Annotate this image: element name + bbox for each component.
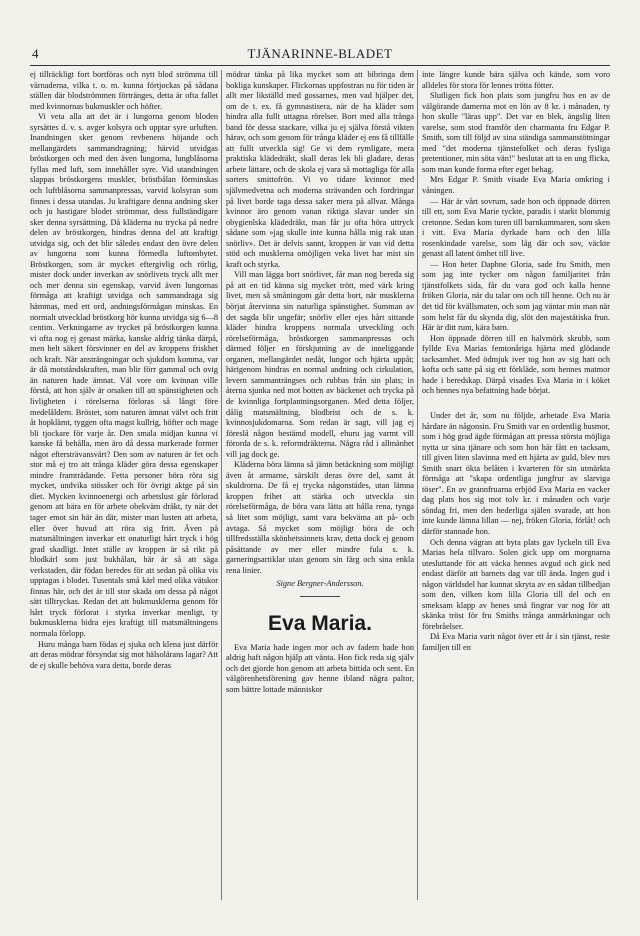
paragraph: Och denna vägran att byta plats gav lyckeln till Eva Marias hela tillvaro. Solen gick upp om morgnarna utesluttande för att väcka hennes avgud och gick ned endast därför att barnets dag var till ända. Ingen gud i någon världsdel har kunnat skryta av en sådan tillbedjan som den, vilken kom lilla Gloria till del och en smeksam klapp av henes små fingrar var nog för att skänka tröst för fru Smiths trånga anmärkningar och förebråelser. (422, 537, 610, 631)
paragraph: Kläderna böra lämna så jämn betäckning som möjligt även åt armarne, särskilt deras övre del, samt åt skuldrorna. De få ej trycka någonstädes, utan lämna kroppen frihet att stärka och utveckla sin rörelseförmåga, de böra vara lätta att hålla rena, tynga så litet som möjligt, samt vara bekväma att på- och avtaga. Så mycket som möjligt böra de och tillfredsställa skönhetssinnets krav, detta dock ej genom påsättande av mer eller mindre fula s. k. garneringsartiklar utan genom sin färg och sina enkla rena linier. (226, 460, 414, 575)
header-rule (30, 65, 610, 66)
paragraph: ej tillräckligt fort bortföras och nytt blod strömma till värnaderna, vilka t. o. m. kunna förtjockas på sådana ställen där blodströmmen förtränges, detta är ofta fallet med kvinnornas bukmuskler och höfter. (30, 70, 218, 111)
paragraph: mödrar tänka på lika mycket som att bibringa dem bokliga kunskaper. Flickornas uppfostran nu för tiden är allt mer likställd med gossarnes, men vad hjälper det, om de t. ex. få gymnastisera, när de ha kläder som hindra alla fullt uttagna rörelser. Bort med alla trånga band för dessa stackare, vilka ju ej själva förstå vikten härav, och som genom för trånga kläder ej ens få tillfälle att fullt utveckla sig! Ge vi dem rymligare, mera praktiska klädedräkt, skall deras lek bli gladare, deras arbete lättare, och de skola ej vara så mottagliga för alla sorters smittofrön. Vi vo tidare kvinnor med självmedvetna och moderna strävanden och fordringar på livet borde taga dessa saker mera på allvar. Många kvinnor äro genom vanan riktiga slavar under sin obygienlska klädedräkt, man får ju ofta höra uttryck sådane som »jag skulle inte kunna hålla mig rak utan snörliv». Det är delvis sannt, kroppen är van vid detta stöd och musklerna omöjligen veka livet har mist sin kraft och styrka. (226, 70, 414, 269)
column-1 (30, 70, 218, 900)
article-separator (300, 596, 340, 597)
paragraph: Hon öppnade dörren till en halvmörk skrubb, som fyllde Eva Marias femtonåriga hjärta med glödande tacksamhet. Med ödmjuk iver tog hon av sig hatt och kofta och satte på sig ett förkläde, som hennes matmor hade i beredskap. Därpå visades Eva Maria in i köket och hennes nya befattning hade börjat. (422, 333, 610, 396)
paragraph: inte längre kunde bära själva och kände, som voro alldeles för stora för lennes trötta fötter. (422, 70, 610, 90)
page-number: 4 (32, 46, 39, 61)
paragraph: Slutligen fick hon plats som jungfru hos en av de välgörande damerna mot en lön av 8 kr. i månaden, ty hon skulle "läras upp". Det var en blek, ängslig liten varelse, som stod framför den charmanta fru Edgar P. Smith, som till följd av sina ständiga sammanstötningar med "det moderna tjänstefolket och deras fysliga pretentioner, min söta vän!" beslutat att ta en ung flicka, som man kunde forma efter eget behag. (422, 91, 610, 174)
paragraph: Mrs Edgar P. Smith visade Eva Maria omkring i våningen. (422, 175, 610, 196)
section-gap (422, 397, 610, 411)
author-signature: Signe Bergner-Andersson. (276, 579, 364, 589)
column-divider (221, 70, 222, 900)
paragraph: Vill man lägga bort snörlivet, får man nog bereda sig på att en tid känna sig mycket trött, med värk kring livet, men så småningom går detta bort, när musklerna börjat återvinna sin naturliga spänstighet. Summan av det sagda blir ungefär; snörliv eller ejes hårt sittande kläder hindra kroppens normala utveckling och rörelseförmåga, bröstkorgen sammanpressas och därmed följer en förskjutning av de inneliggande organen, mellangärdet nedåt, lungor och hjärta uppåt; härigenom hindras en normal andning och cirkulation, levern sammanträngses och rubbas från sin plats; in återna sjunka ned mot botten av bäckenet och trycka på de kvinnliga fortplantningsorganen. Med detta följer, dålig matsmältning, blodbrist och de s. k. kvinnosjukdomarna. Som redan är sagt, vill jag ej föreslå någon bestämd modell, ehuru jag varmt vill förorda de s. k. reformdräkterna. Några råd i allmänhet vill jag dock ge. (226, 270, 414, 459)
column-divider (417, 70, 418, 900)
publication-title: TJÄNARINNE-BLADET (247, 46, 393, 61)
paragraph: — Hon heter Daphne Gloria, sade fru Smith, men som jag inte tycker om någon familjaritet från tjänstfolkets sida, får du vara god och kalla henne fröken Gloria, när du talar om och till henne. Och nu är det tid för kvällsmaten, och som jag väntar min man när som helst får du skynda dig, slöt den majestätiska frun. Här är ditt rum, kära barn. (422, 259, 610, 333)
paragraph: Då Eva Maria varit något över ett år i sin tjänst, reste familjen till en (422, 632, 610, 652)
column-2 (226, 70, 414, 900)
paragraph: Vi veta alla att det är i lungorna genom bloden syrsättes d. v. s. avger kolsyra och upptar syre urluften. Inandningen sker genom revbenens höjande och mellangärdets sammandragning; härvid utvidgas bröstkorgen och med den även lungorna, lungblåsorna fyllas med luft, som innehåller syre. Vid utandningen slappas bröstkorgens muskler, bröstbålan förminskas och luftblåsorna sammanpressas, varvid kolsyran som finnes i dessa utandas. Ju kraftigare denna andning sker och ju hastigare blodet strömmar, dess fullständigare sker denna syrsättning. Då kläderna nu trycka på nedre delen av bröstkorgen, hindras denna del att kraftigt utvidga sig, och det blir således endast den övre delen av lungorna som kunna förmedla luftombytet. Bröstkorgen, som är mycket eftergivlig och rörlig, mister dock under inverkan av snörlivets tryck allt mer och mer denna sin egenskap, varvid även lungornas förmåga att kraftigt utvidga och sammandraga sig hämmas, med ett ord, andningsförmågan minskas. En normalt utvecklad bröstkorg hör kunna utvidga sig 6—8 centim. Verkningarne av trycket på bröstkorgen kunna vi ofta nog ej genast märka, kanske aldrig tänka därpå, men helt säkert försvinner en del av kroppens friskhet och kraft. När ansträngningar och sjukdom komma, var är då motståndskraften, man blir förr gammal och ovig än naturen hade ämnat. Väl vore om kvinnan ville förstå, att hon själv är orsaken till att spänstigheten och livligheten i rörelserna förloras så långt före medelåldern. Bröstet, som naturen ämnat välvt och fritt åt hopklämt, tyggen ofta magst kullrig, höfter och mage bli tjockare för varje år. Den smala midjan kunna vi kanske få behålla, men äro då dessa markerade former något eftersträvansvärt? Den som av naturen är fet och stor må ej tro att trånga kläder göra dessa egenskaper mindre framträdande. Fetta personer böra röra sig mycket, undvika stössker och för övrigt aktge på sin diet. Mycken kvinnoenergi och arbetslust går förlorad genom att bära en för arbete obekväm dräkt, ty när det tager emot sin här än där, mister man lusten att arbeta, eller över huvud att röra sig fritt. Även på matsmältningen inverkar ett onaturligt hårt tryck i hög grad skadligt. Intet ställe av kroppen är så rikt på blodkärl som just bukhålan, här är så att säga verkstaden, där födan beredes för att sedan på olika vis upptagas i blodet. Tusentals små kärl med olika vätskor finnas här, och det är till stor skada om dessa på något sätt tilltryckas. Redan det att bukmusklerna genom för hårt tryck förlorat i styrka inverkar menligt, ty bukmusklerna bidra ejes kraftigt till matsmältningens normala förlopp. (30, 112, 218, 638)
paragraph: Under det år, som nu följde, arbetade Eva Maria hårdare än någonsin. Fru Smith var en ordentlig husmor, som i hög grad ägde förmågan att pressa största möjliga nytta ur sina tjänare och som hon här fått en tacksam, till given liten slavinna med ett hjärta av guld, blev mrs Smith snart ökta belåten i kvarteren för sin utmärkta förmåga att "skapa ordentliga jungfrur av slarviga töser". En av grannfruarna erbjöd Eva Maria en vacker dag plats hos sig mot tolv kr. i månaden och varje söndag fri, men den hederliga själen svarade, att hon inte kunde lämna lillan — nej, fröken Gloria, förlåt! och därför stannade hon. (422, 410, 610, 536)
column-3 (422, 70, 610, 900)
story-headline: Eva Maria. (268, 611, 372, 635)
paragraph: Eva Maria hade ingen mor och av fadern hade hon aldrig haft någon hjälp att vänta. Hon fick reda sig själv och det gjorde hon genom att arbeta bittida och sent. En välgörenhetsförening gav henne ibland några paltor, som bättre lottade människor (226, 642, 414, 694)
paragraph: Huru många barn födas ej sjuka och klena just därför att deras mödrar försyndat sig mot hälsolärans lagar? Att de ej skulle behöva vara detta, borde deras (30, 639, 218, 670)
page-header (30, 46, 610, 64)
paragraph: — Här är vårt sovrum, sade hon och öppnade dörren till ett, som Eva Marie tyckte, paradis i starkt blommig cretonne. Sedan kom turen till barnkammaren, som sken i vitt. Eva Maria dyrkade barn och den lilla rosenkindade varelse, som låg där och sov, väckte genast all latent ömhet till live. (422, 196, 610, 259)
